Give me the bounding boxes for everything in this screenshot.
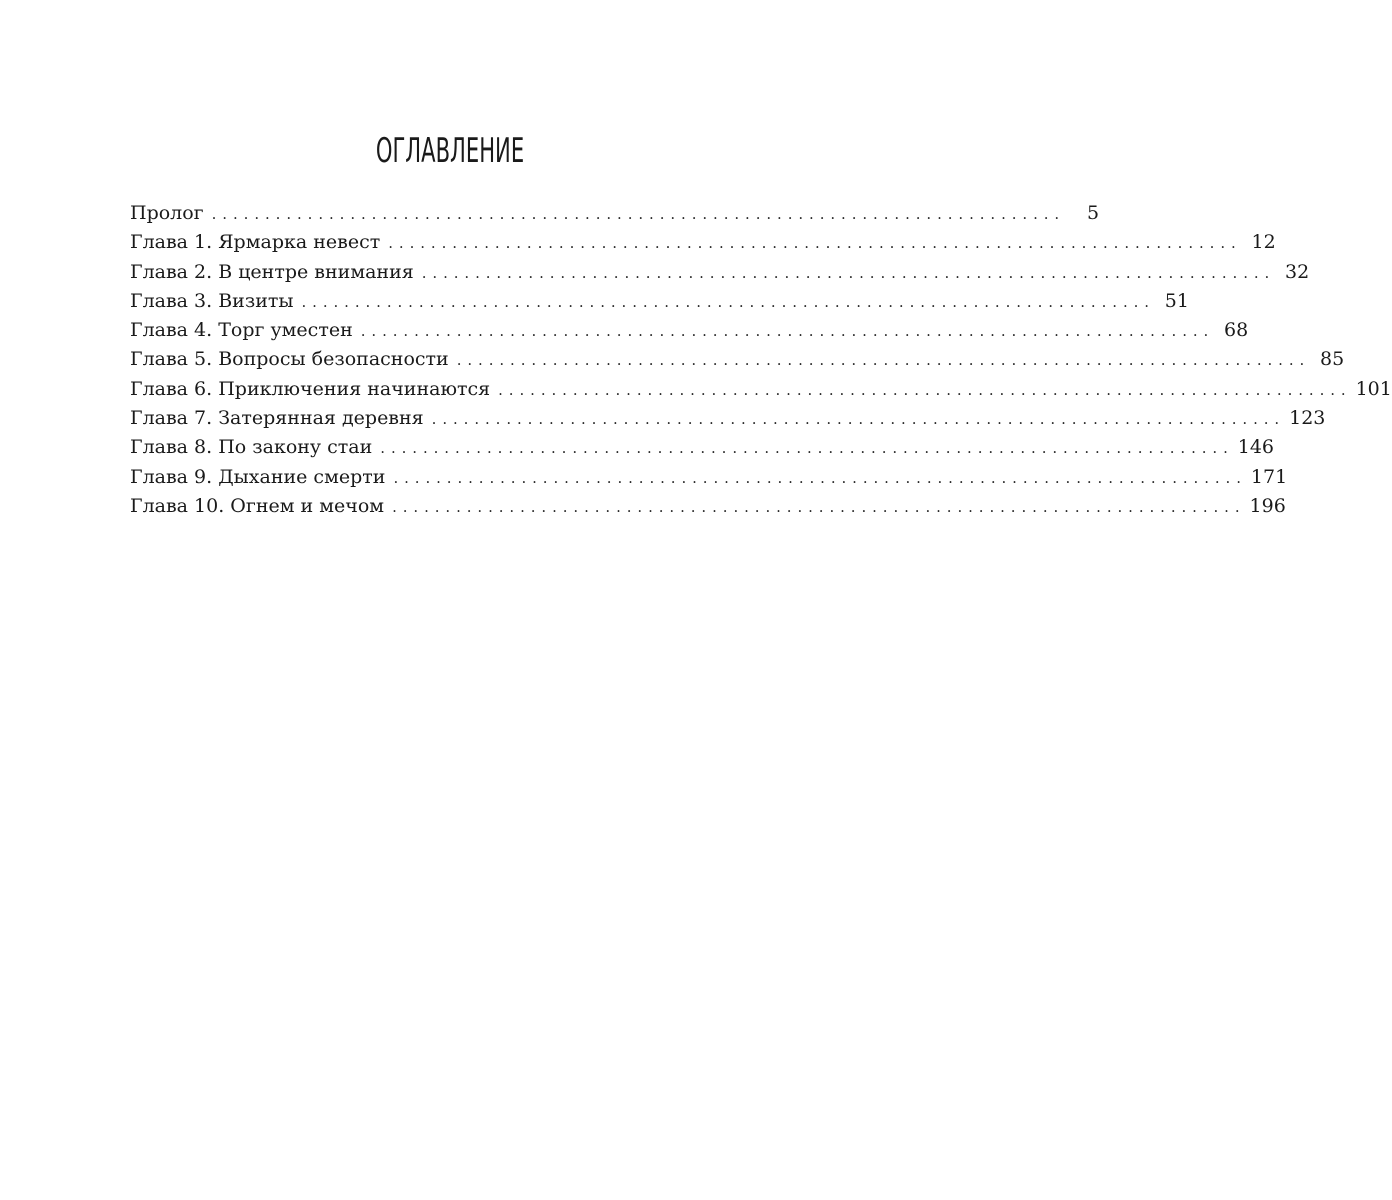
dot-leader: ................................................................................ [393,468,1247,487]
toc-entry [130,258,1310,287]
toc-entry-page: 5 [1087,202,1100,224]
dot-leader: ................................................................................ [388,234,1242,253]
toc-entry [130,345,1345,374]
dot-leader: ................................................................................ [498,380,1352,399]
toc-entry-label: Глава 6. Приключения начинаются [130,377,491,400]
toc-entry-label: Глава 10. Огнем и мечом [130,494,385,517]
toc-entry [130,287,1189,316]
toc-entry-label: Глава 3. Визиты [130,289,294,312]
toc-entry-label: Пролог [130,202,204,224]
toc-entry-label: Глава 8. По закону стаи [130,436,373,459]
toc-entry-label: Глава 7. Затерянная деревня [130,407,424,430]
toc-list [130,199,1392,521]
toc-entry-page: 146 [1237,436,1275,459]
dot-leader: ................................................................................ [431,410,1286,429]
toc-entry [130,199,1100,228]
toc-entry-page: 12 [1251,231,1276,254]
toc-entry-page: 32 [1285,260,1310,283]
toc-entry-label: Глава 4. Торг уместен [130,319,353,342]
dot-leader: ................................................................................ [360,322,1215,341]
toc-entry-label: Глава 2. В центре внимания [130,260,414,283]
dot-leader: ................................................................................ [456,351,1311,370]
toc-entry-label: Глава 5. Вопросы безопасности [130,348,449,371]
dot-leader: ................................................................................ [211,205,1066,223]
toc-entry [130,404,1326,433]
toc-entry [130,316,1249,345]
dot-leader: ................................................................................ [421,263,1276,282]
toc-entry-label: Глава 9. Дыхание смерти [130,465,386,488]
toc-entry-page: 85 [1319,348,1345,371]
toc-entry-label: Глава 1. Ярмарка невест [130,231,381,254]
dot-leader: ................................................................................ [392,497,1246,516]
toc-entry-page: 101 [1355,377,1392,400]
toc-entry [130,375,1392,404]
toc-entry [130,492,1286,521]
toc-entry-page: 51 [1164,289,1189,312]
toc-entry-page: 171 [1250,465,1288,488]
dot-leader: ................................................................................ [380,439,1234,458]
toc-entry [130,433,1275,462]
toc-title: ОГЛАВЛЕНИЕ [375,131,525,171]
toc-entry-page: 123 [1289,407,1326,430]
toc-entry-page: 68 [1224,319,1249,342]
toc-entry [130,463,1288,492]
toc-entry [130,228,1276,257]
dot-leader: ................................................................................ [301,292,1155,311]
toc-entry-page: 196 [1249,494,1286,517]
